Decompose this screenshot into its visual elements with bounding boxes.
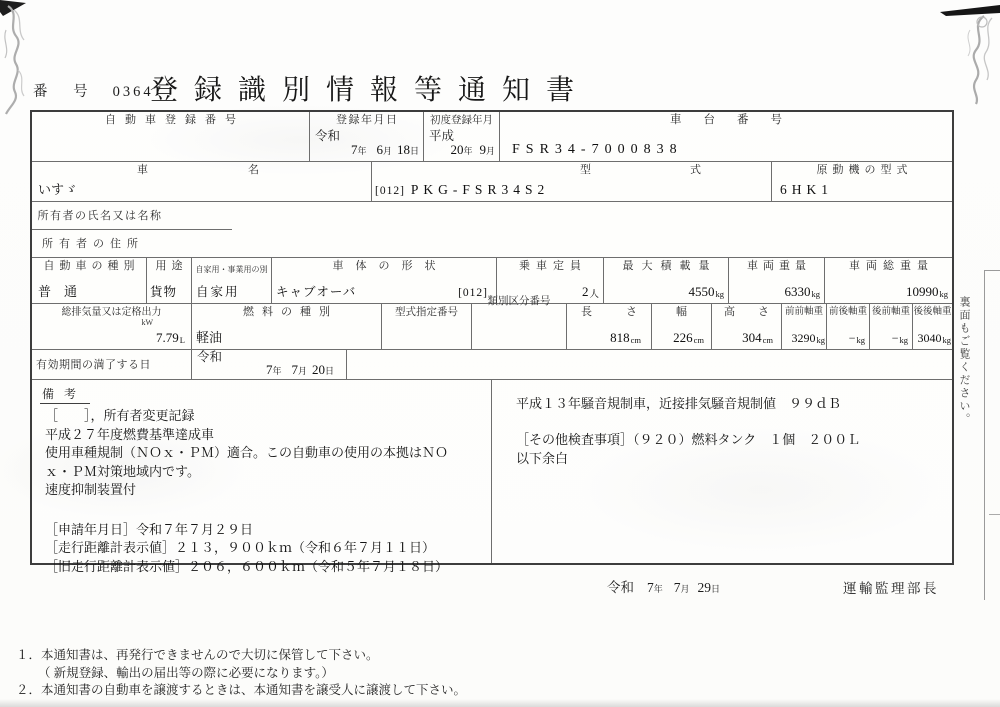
- vehicle-weight-label: 車両重量: [747, 260, 811, 272]
- cell-class-no: [472, 296, 567, 350]
- max-load-label: 最大積載量: [622, 260, 718, 272]
- displacement-label: 総排気量又は定格出力: [61, 307, 162, 318]
- width-label: 幅: [676, 306, 687, 318]
- engine-model-label: 原動機の型式: [816, 164, 913, 176]
- reg-number-label: 自動車登録番号: [105, 114, 245, 126]
- page-edge-tick: [984, 270, 1000, 271]
- other-inspection-line: ［その他検査事項］（９２０）燃料タンク １個 ２００Ｌ: [516, 432, 861, 447]
- footer-note-2: ２．本通知書の自動車を譲渡するときは、本通知書を譲受人に譲渡して下さい。: [16, 683, 467, 697]
- cell-displacement: [32, 304, 192, 350]
- body-shape-label: 車体の形状: [332, 260, 448, 272]
- cell-axle-rear-rear: [913, 304, 952, 350]
- axle-front-rear-label: 前後軸重: [828, 307, 867, 317]
- cell-fuel: [192, 304, 382, 350]
- footer-note-1: １．本通知書は、再発行できませんので大切に保管して下さい。: [16, 648, 379, 662]
- registration-table: [30, 110, 954, 574]
- cell-width: [652, 304, 712, 350]
- body-shape-code: [012]: [458, 287, 488, 299]
- issuer-title: 運輸監理部長: [843, 581, 939, 596]
- type-designation-no-label: 型式指定番号: [395, 307, 458, 318]
- odometer-line: ［走行距離計表示値］２１３，９００ｋｍ（令和６年７月１１日）: [45, 540, 436, 555]
- remarks-line: ［ ］，所有者変更記録: [45, 408, 195, 423]
- old-odometer-line: ［旧走行距離計表示値］２０６，６００ｋｍ（令和５年７月１８日）: [45, 558, 449, 574]
- ornament-top-right: [940, 0, 1000, 110]
- document-number: [33, 80, 164, 101]
- engine-model-value: 6HK1: [780, 182, 833, 197]
- displacement-value: 7.79L: [156, 330, 185, 345]
- cell-car-name: [32, 162, 372, 202]
- remarks-line: 平成２７年度燃費基準達成車: [45, 426, 215, 442]
- max-load-value: 4550kg: [688, 284, 724, 299]
- reg-date-label: 登録年月日: [336, 114, 399, 126]
- fuel-label: 燃料の種別: [243, 306, 338, 318]
- side-note-vertical: 裏面もご覧ください。: [958, 296, 970, 426]
- cell-type-designation-no: [382, 304, 472, 350]
- cell-vehicle-kind: [32, 258, 147, 304]
- remarks-line: ｘ・ＰＭ対策地域内です。: [45, 463, 200, 479]
- page-title: 登録識別情報等通知書: [150, 75, 591, 106]
- model-value: [012] PKG-FSR34S2: [375, 182, 550, 197]
- expiry-label: 有効期間の満了する日: [36, 359, 151, 371]
- remarks-label: 備考: [40, 385, 90, 404]
- cell-remarks-right: [492, 380, 952, 563]
- footer-notes: [16, 647, 466, 700]
- cell-engine-model: [772, 162, 952, 202]
- issue-date: 令和 7年 7月 29日: [607, 580, 721, 595]
- cell-body-shape: [272, 258, 497, 304]
- axle-rear-rear-label: 後後軸重: [913, 307, 952, 317]
- noise-regulation-line: 平成１３年騒音規制車，近接排気騒音規制値 ９９ｄＢ: [516, 396, 842, 411]
- owner-address-label: 所有者の住所: [42, 238, 144, 250]
- cell-use: [147, 258, 192, 304]
- axle-rear-front-value: −kg: [891, 331, 908, 345]
- cell-axle-front-rear: [827, 304, 870, 350]
- use-label: 用途: [155, 260, 188, 272]
- remarks-line: 速度抑制装置付: [45, 482, 137, 497]
- first-reg-era: 平成: [429, 129, 455, 143]
- first-reg-value: 20年 9月: [450, 142, 495, 157]
- car-name-label: 車名: [137, 164, 259, 176]
- expiry-era: 令和: [197, 350, 223, 364]
- body-shape-value: キャブオーバ: [276, 285, 357, 299]
- axle-front-rear-value: −kg: [848, 331, 865, 345]
- ornament-top-left: [0, 0, 42, 120]
- car-name-value: いすゞ: [38, 182, 78, 197]
- cell-reg-number: [32, 112, 310, 162]
- width-value: 226cm: [673, 330, 704, 345]
- height-value: 304cm: [742, 330, 773, 345]
- remarks-line: 使用車種規制（ＮＯｘ・ＰＭ）適合。この自動車の使用の本拠はＮＯ: [45, 445, 449, 460]
- cell-chassis: [500, 112, 952, 162]
- cell-model: [372, 162, 772, 202]
- application-date-line: ［申請年月日］令和７年７月２９日: [45, 521, 254, 537]
- class-no-label2: 類別区分番号: [487, 296, 551, 307]
- axle-rear-rear-value: 3040kg: [917, 331, 951, 345]
- cell-axle-rear-front: [870, 304, 913, 350]
- vehicle-weight-value: 6330kg: [784, 284, 820, 299]
- issue-era: 令和: [607, 580, 634, 595]
- expiry-date: 7年 7月 20日: [265, 362, 334, 377]
- cell-reg-date: [310, 112, 424, 162]
- model-label: 型式: [580, 164, 701, 176]
- cell-max-load: [604, 258, 729, 304]
- axle-front-front-value: 3290kg: [791, 331, 825, 345]
- cell-expiry-filler: [347, 350, 952, 380]
- reg-date-value: 7年 6月 18日: [350, 142, 419, 157]
- length-value: 818cm: [610, 330, 641, 345]
- chassis-label: 車台番号: [670, 114, 804, 126]
- cell-expiry-value: [192, 350, 347, 380]
- cell-owner-name-value: [232, 202, 952, 230]
- private-or-business-value: 自家用: [196, 285, 240, 299]
- cell-vehicle-weight: [729, 258, 825, 304]
- model-code: [012]: [375, 185, 405, 197]
- blank-below-line: 以下余白: [516, 451, 569, 466]
- document-number-value: 03647: [112, 84, 164, 100]
- page-edge-line: [984, 270, 985, 600]
- capacity-value: 2人: [581, 284, 599, 300]
- cell-owner-address: [32, 230, 952, 258]
- use-value: 貨物: [150, 285, 178, 299]
- fuel-value: 軽油: [196, 330, 223, 345]
- displacement-kw-unit: kW: [141, 318, 153, 327]
- reg-date-era: 令和: [315, 129, 341, 143]
- owner-name-label: 所有者の氏名又は名称: [37, 210, 163, 222]
- cell-owner-name-label: [32, 202, 232, 230]
- cell-private-or-business: [192, 258, 272, 304]
- private-or-business-label: 自家用・事業用の別: [195, 265, 268, 274]
- footer-note-1b: （ 新規登録、輸出の届出等の際に必要になります。）: [38, 665, 334, 680]
- cell-axle-front-front: [782, 304, 827, 350]
- gross-weight-value: 10990kg: [906, 284, 948, 299]
- chassis-value: FSR34-7000838: [512, 142, 683, 157]
- cell-height: [712, 304, 782, 350]
- first-reg-label: 初度登録年月: [430, 115, 493, 126]
- page-edge-tick-lower: [989, 514, 1000, 515]
- height-label: 高さ: [724, 306, 769, 318]
- document-number-label: 番 号: [33, 84, 99, 100]
- cell-first-reg: [424, 112, 500, 162]
- length-label: 長さ: [581, 306, 637, 318]
- cell-gross-weight: [825, 258, 952, 304]
- axle-front-front-label: 前前軸重: [784, 307, 823, 317]
- scan-bottom-shade: [0, 699, 1000, 707]
- vehicle-kind-value: 普通: [38, 284, 91, 299]
- axle-rear-front-label: 後前軸重: [871, 307, 910, 317]
- gross-weight-label: 車両総重量: [849, 260, 934, 272]
- cell-length: [567, 304, 652, 350]
- vehicle-kind-label: 自動車の種別: [43, 260, 140, 272]
- cell-expiry-label: [32, 350, 192, 380]
- capacity-label: 乗車定員: [519, 260, 587, 272]
- cell-remarks-left: [32, 380, 492, 574]
